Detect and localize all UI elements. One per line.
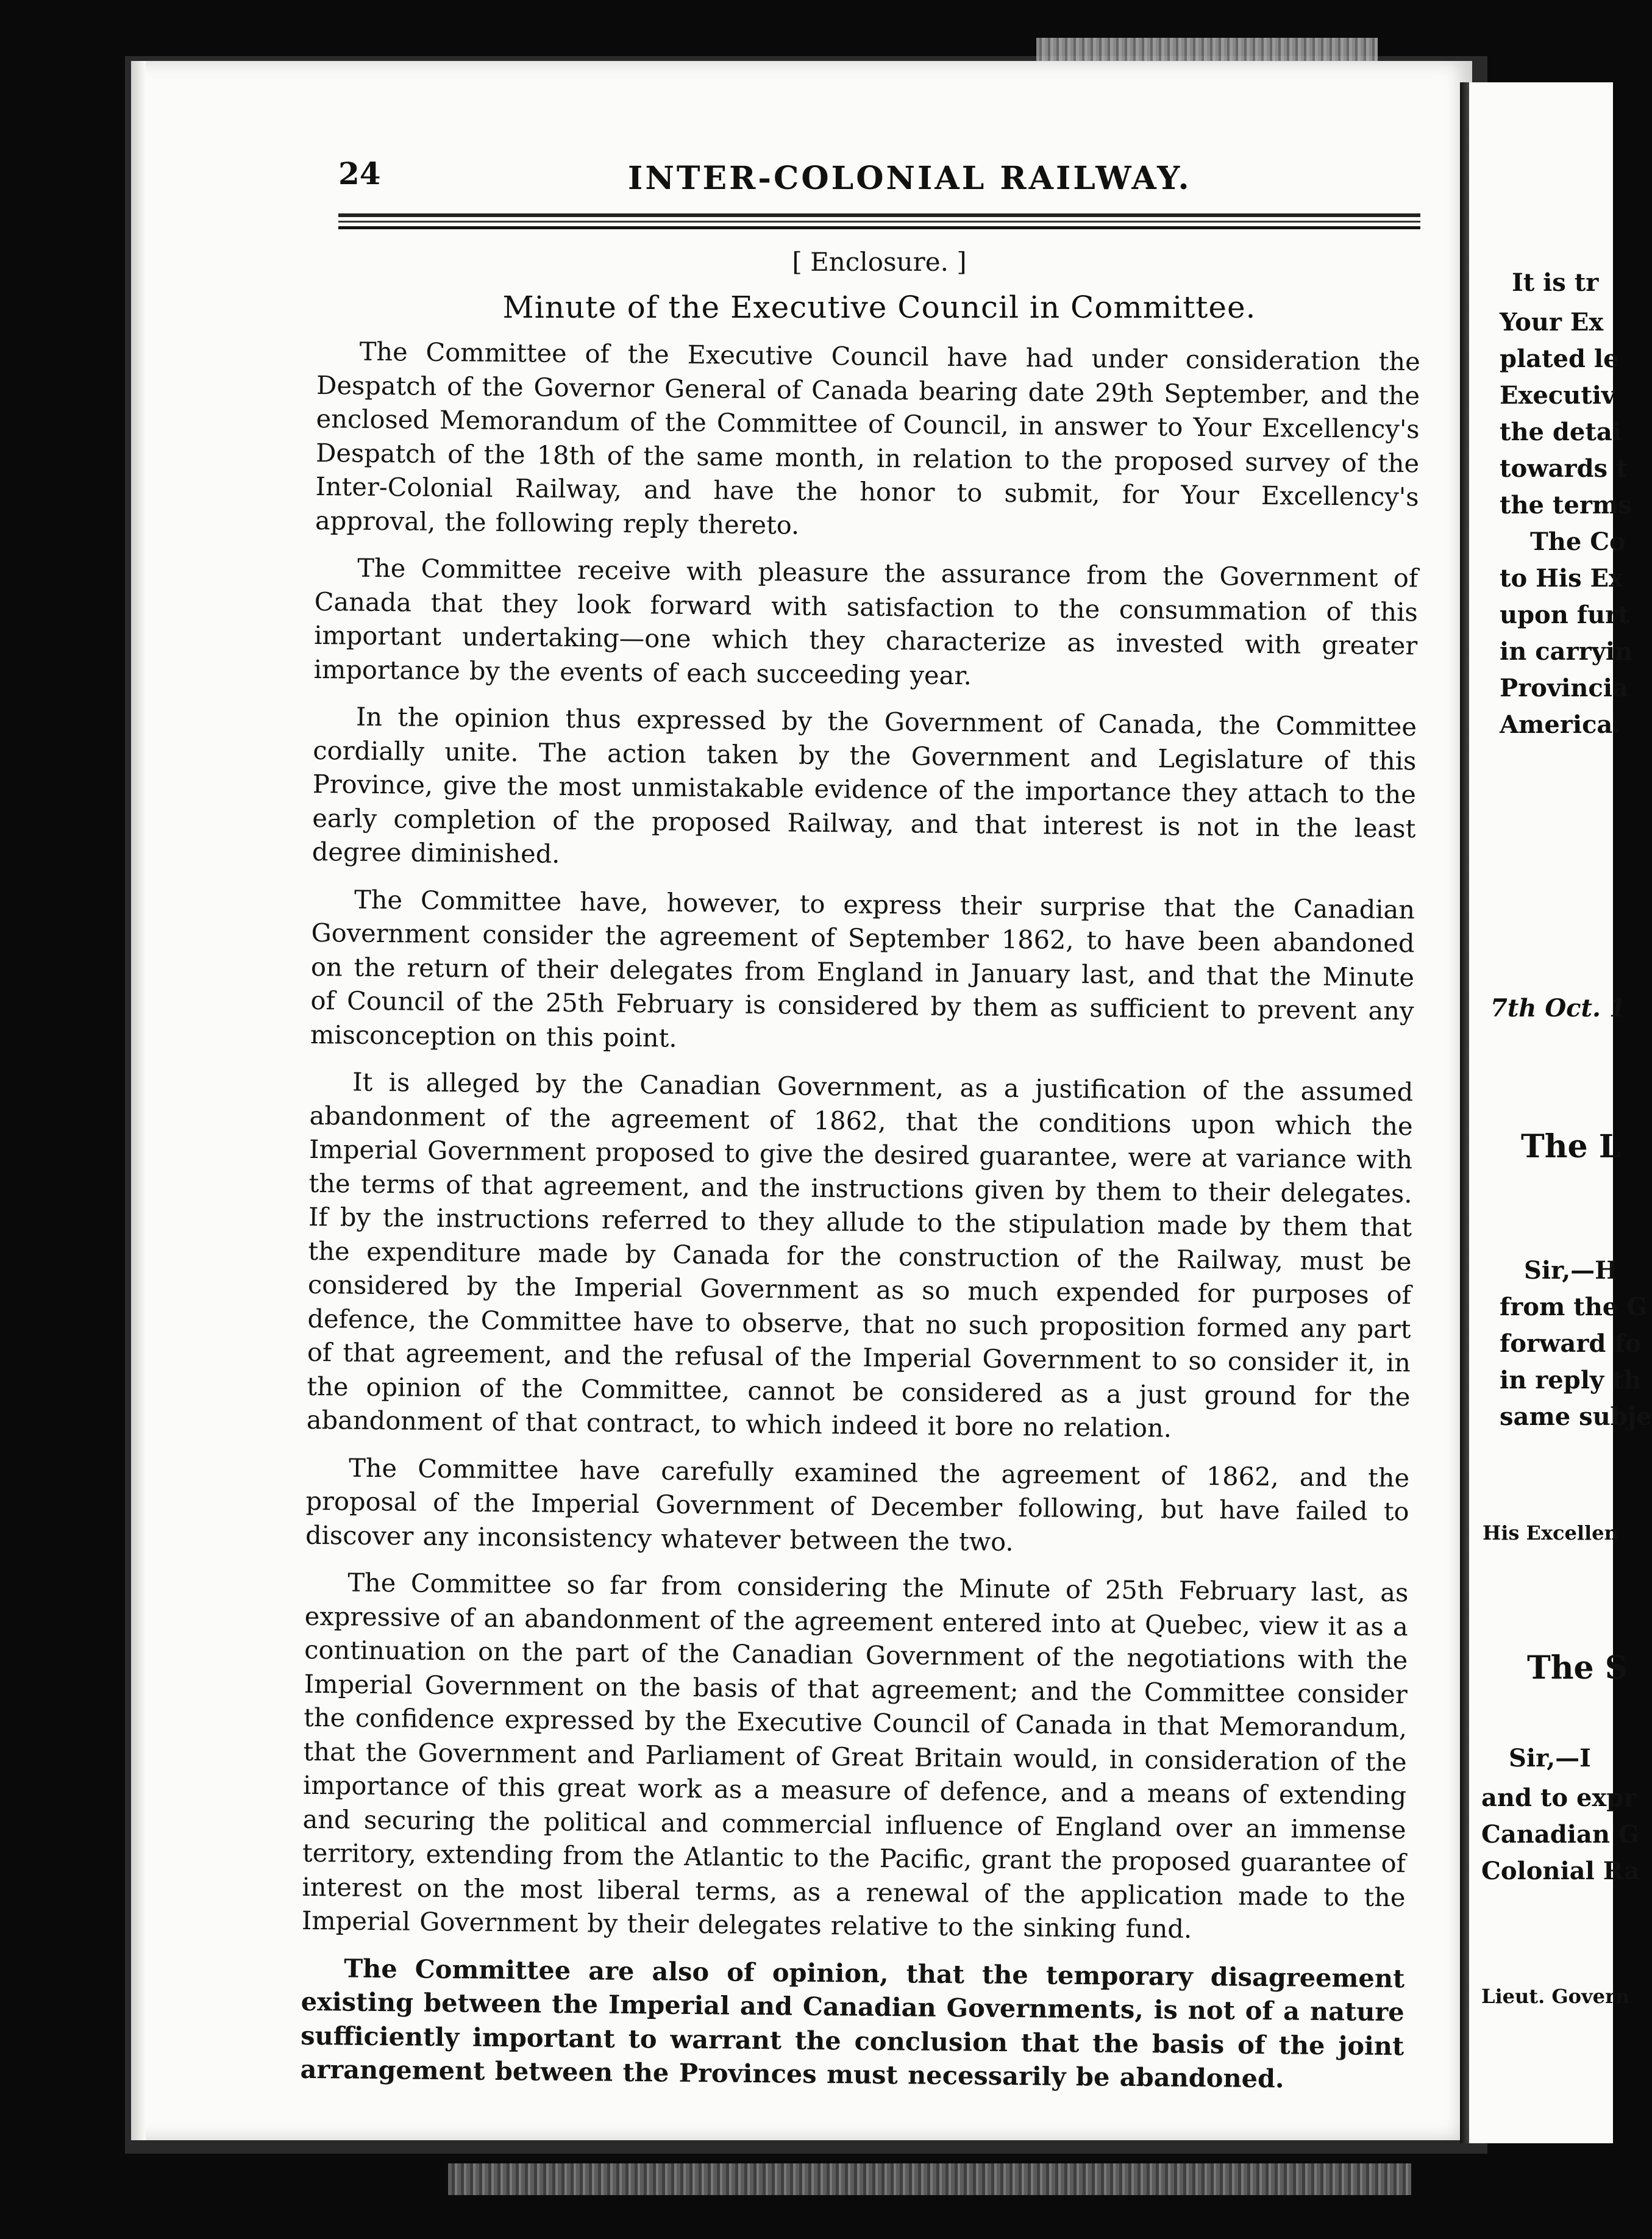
right-page-line: It is tr bbox=[1512, 268, 1599, 297]
right-page-line: to His Ex bbox=[1500, 564, 1623, 593]
right-page-line: Executiv bbox=[1500, 381, 1616, 410]
enclosure-label: [ Enclosure. ] bbox=[792, 247, 967, 277]
right-page-line: in reply th bbox=[1500, 1366, 1642, 1394]
right-page-line: 7th Oct. 1 bbox=[1490, 994, 1626, 1023]
right-page-line: plated le bbox=[1500, 345, 1619, 373]
page-number: 24 bbox=[338, 155, 381, 191]
right-page-line: Your Ex bbox=[1500, 308, 1604, 337]
right-page-line: His Excellen bbox=[1483, 1521, 1618, 1544]
paragraph: The Committee so far from considering the Minute of 25th February last, as expressive of an abandonment of the agreement entered into at Quebec, view it as a continuation on the part of the Canadian Government of the negotiations with the Imperial Government on the basis of that agreement; and the Committee consider the confidence expressed by the Executive Council of Canada in that Memorandum, that the Government and Parliament of Great Britain would, in consideration of the importance of this great work as a measure of defence, and a means of extending and securing the political and commercial influence of England over an immense territory, extending from the Atlantic to the Pacific, grant the proposed guarantee of interest on the most liberal terms, as a renewal of the application made to the Imperial Government by their delegates relative to the sinking fund. bbox=[301, 1567, 1409, 1944]
right-page-line: in carryin bbox=[1500, 637, 1633, 666]
paragraph: The Committee are also of opinion, that the temporary disagreement existing between the Imperial and Canadian Governments, is not of a nature sufficiently important to warrant the conclusion that the basis of the joint arrangement between the Provinces must necessarily be abandoned. bbox=[300, 1953, 1405, 2094]
right-page-line: the detai bbox=[1500, 418, 1622, 446]
body-text bbox=[300, 334, 1420, 2110]
left-page-binding bbox=[131, 61, 146, 2140]
right-page-line: Canadian G bbox=[1481, 1820, 1640, 1849]
right-page-line: Colonial Ra bbox=[1481, 1857, 1640, 1885]
right-page-line: the terms bbox=[1500, 491, 1632, 520]
running-title: INTER-COLONIAL RAILWAY. bbox=[628, 160, 1192, 197]
right-page-line: forward fo bbox=[1500, 1329, 1642, 1358]
header-rule bbox=[338, 226, 1420, 229]
right-page-line: from the G bbox=[1500, 1293, 1648, 1321]
right-page-line: The S bbox=[1527, 1649, 1628, 1687]
right-page-line: upon furt bbox=[1500, 601, 1629, 629]
paragraph: The Committee have, however, to express their surprise that the Canadian Government consider the agreement of September 1862, to have been abandoned on the return of their delegates from England in January last, and that the Minute of Council of the 25th February is considered by them as sufficient to prevent any misconception on this point. bbox=[310, 884, 1415, 1053]
right-page-line: The Co bbox=[1530, 527, 1626, 556]
paragraph: It is alleged by the Canadian Government, as a justification of the assumed abandonment of the agreement of 1862, that the conditions upon which the Imperial Government proposed to give the desired guarantee, were at variance with the terms of that agreement, and the instructions given by them to their delegates. If by the instructions referred to they allude to the stipulation made by them that the expenditure made by Canada for the construction of the Railway, must be considered by the Imperial Government as so much expended for purposes of defence, the Committee have to observe, that no such proposition formed any part of that agreement, and the refusal of the Imperial Government to so consider it, in the opinion of the Committee, cannot be considered as a just ground for the abandonment of that contract, to which indeed it bore no relation. bbox=[306, 1066, 1414, 1443]
right-page-line: Sir,—H bbox=[1524, 1256, 1618, 1285]
document-heading: Minute of the Executive Council in Committee. bbox=[502, 290, 1256, 325]
right-page-line: The L bbox=[1521, 1128, 1622, 1165]
paragraph: The Committee have carefully examined the agreement of 1862, and the proposal of the Imperial Government of December following, but have failed to discover any inconsistency whatever between the two. bbox=[305, 1452, 1410, 1557]
right-page-line: Sir,—I bbox=[1509, 1744, 1591, 1773]
page-edge-bottom bbox=[448, 2163, 1411, 2195]
right-page-line: towards t bbox=[1500, 454, 1628, 483]
right-page-line: Provincia bbox=[1500, 674, 1628, 702]
right-page-line: America. bbox=[1500, 710, 1622, 739]
right-page-line: same subje bbox=[1500, 1402, 1652, 1431]
right-page-line: and to expr bbox=[1481, 1784, 1637, 1812]
paragraph: The Committee of the Executive Council have had under consideration the Despatch of the Governor General of Canada bearing date 29th September, and the enclosed Memorandum of the Committee of Council, in answer to Your Excellency's Despatch of the 18th of the same month, in relation to the proposed survey of the Inter-Colonial Railway, and have the honor to submit, for Your Excellency's approval, the following reply thereto. bbox=[315, 336, 1420, 540]
header-rule bbox=[338, 213, 1420, 217]
header-rule bbox=[338, 221, 1420, 223]
right-page-line: Lieut. Govern bbox=[1481, 1985, 1630, 2008]
paragraph: In the opinion thus expressed by the Government of Canada, the Committee cordially unite. The action taken by the Government and Legislature of this Province, give the most unmistakable evidence of the importance they attach to the early completion of the proposed Railway, and that interest is not in the least degree diminished. bbox=[312, 701, 1417, 869]
paragraph: The Committee receive with pleasure the assurance from the Government of Canada that they look forward with satisfaction to the consummation of this important undertaking—one which they characterize as invested with greater importance by the events of each succeeding year. bbox=[313, 552, 1419, 690]
